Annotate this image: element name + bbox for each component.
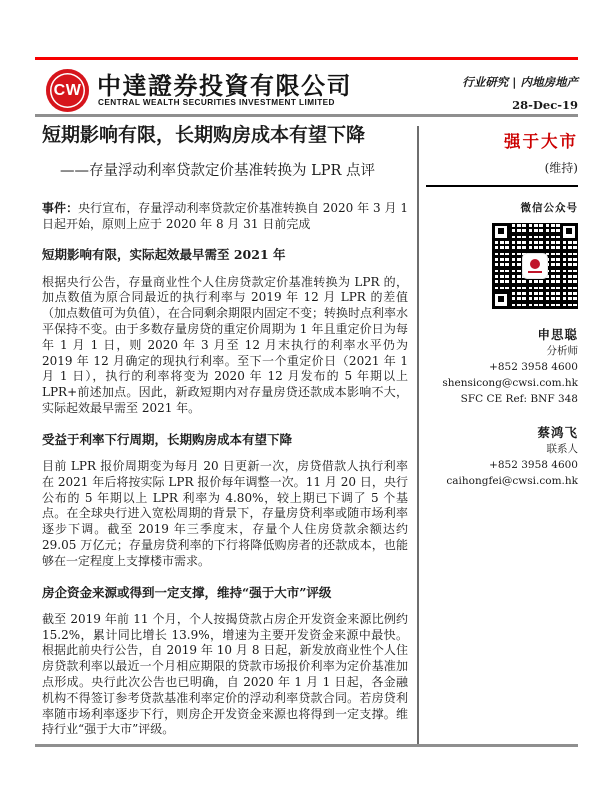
company-name-en: CENTRAL WEALTH SECURITIES INVESTMENT LIMITED bbox=[98, 98, 335, 107]
report-date: 28-Dec-19 bbox=[512, 98, 578, 112]
report-category: 行业研究 | 内地房地产 bbox=[462, 75, 578, 89]
analyst-name: 蔡鸿飞 bbox=[537, 424, 578, 440]
sidebar-divider bbox=[417, 126, 419, 744]
company-logo-text: CW bbox=[53, 81, 82, 99]
page-title: 短期影响有限，长期购房成本有望下降 bbox=[42, 124, 366, 146]
rating-status: (维持) bbox=[544, 161, 578, 175]
company-name-cn: 中達證券投資有限公司 bbox=[97, 71, 352, 100]
wechat-qr-code bbox=[492, 223, 578, 309]
event-label: 事件： bbox=[42, 200, 79, 215]
qr-finder-icon bbox=[560, 223, 578, 241]
sidebar bbox=[426, 128, 578, 489]
section-body-3: 截至 2019 年前 11 个月，个人按揭贷款占房企开发资金来源比例约 15.2%，累计同比增长 13.9%，增速为主要开发资金来源中最快。根据此前央行公告，自 2019 年 10 月 8 日起，新发放商业性个人住房贷款利率以最近一个月相应期限的贷款市场报价利率为定价基准加点形成。央行此次公告也已明确，自 2020 年 1 月 1 日起，各金融机构不得签订参考贷款基准利率定价的浮动利率贷款合同。若房贷利率随市场利率逐步下行，则房企开发资金来源也将得到一定支撑。维持行业“强于大市”评级。 bbox=[42, 611, 408, 737]
analyst-email: caihongfei@cwsi.com.hk bbox=[446, 474, 578, 487]
analyst-block-1 bbox=[426, 325, 578, 407]
top-red-rule bbox=[35, 57, 578, 60]
wechat-label: 微信公众号 bbox=[520, 201, 578, 214]
page-subtitle: ——存量浮动利率贷款定价基准转换为 LPR 点评 bbox=[60, 162, 376, 179]
analyst-phone: +852 3958 4600 bbox=[489, 458, 578, 471]
header-meta bbox=[462, 74, 578, 112]
analyst-name: 申思聪 bbox=[537, 326, 578, 342]
section-heading-1: 短期影响有限，实际起效最早需至 2021 年 bbox=[42, 247, 286, 263]
qr-finder-icon bbox=[492, 291, 510, 309]
footer-divider bbox=[35, 744, 578, 747]
analyst-email: shensicong@cwsi.com.hk bbox=[442, 376, 578, 389]
section-heading-2: 受益于利率下行周期，长期购房成本有望下降 bbox=[42, 431, 293, 447]
qr-finder-icon bbox=[492, 223, 510, 241]
rating-badge: 强于大市 bbox=[504, 132, 578, 151]
section-heading-3: 房企资金来源或得到一定支撑，维持“强于大市”评级 bbox=[42, 584, 332, 600]
analyst-sfc-ref: SFC CE Ref: BNF 348 bbox=[460, 392, 578, 405]
company-logo bbox=[46, 69, 89, 112]
event-text: 央行宣布，存量浮动利率贷款定价基准转换自 2020 年 3 月 1 日起开始，原则上应于 2020 年 8 月 31 日前完成 bbox=[42, 200, 408, 231]
analyst-block-2 bbox=[426, 423, 578, 489]
qr-logo-caption-icon bbox=[528, 271, 542, 273]
analyst-role: 联系人 bbox=[546, 442, 578, 455]
rating-underline bbox=[426, 185, 578, 187]
analyst-role: 分析师 bbox=[546, 344, 578, 357]
section-body-1: 根据央行公告，存量商业性个人住房贷款定价基准转换为 LPR 的，加点数值为原合同最近的执行利率与 2019 年 12 月 LPR 的差值（加点数值可为负值），在合同剩余期限内固定不变；转换时点利率水平保持不变。由于多数存量房贷的重定价周期为 1 年且重定价日为每年 1 月 1 日，则 2020 年 3 月至 12 月末执行的利率水平仍为 2019 年 12 月确定的现执行利率。至下一个重定价日（2021 年 1 月 1 日），执行的利率将变为 2020 年 12 月发布的 5 年期以上 LPR+前述加点。因此，新政短期内对存量房贷还款成本影响不大，实际起效最早需至 2021 年。 bbox=[42, 274, 409, 415]
analyst-phone: +852 3958 4600 bbox=[489, 360, 578, 373]
header-divider bbox=[35, 114, 578, 117]
event-paragraph bbox=[42, 201, 408, 233]
main-column bbox=[42, 124, 408, 738]
qr-logo-dot-icon bbox=[530, 259, 540, 269]
section-body-2: 目前 LPR 报价周期变为每月 20 日更新一次，房贷借款人执行利率在 2021 年后将按实际 LPR 报价每年调整一次。11 月 20 日，央行公布的 5 年期以上 LPR 利率为 4.80%，较上期已下调了 5 个基点。在全球央行进入宽松周期的背景下，存量房贷利率或随市场利率逐步下调。截至 2019 年三季度末，存量个人住房贷款余额达约 29.05 万亿元；存量房贷利率的下行将降低购房者的还款成本，也能够在一定程度上支撑楼市需求。 bbox=[42, 459, 408, 568]
qr-center-logo-icon bbox=[523, 254, 547, 278]
